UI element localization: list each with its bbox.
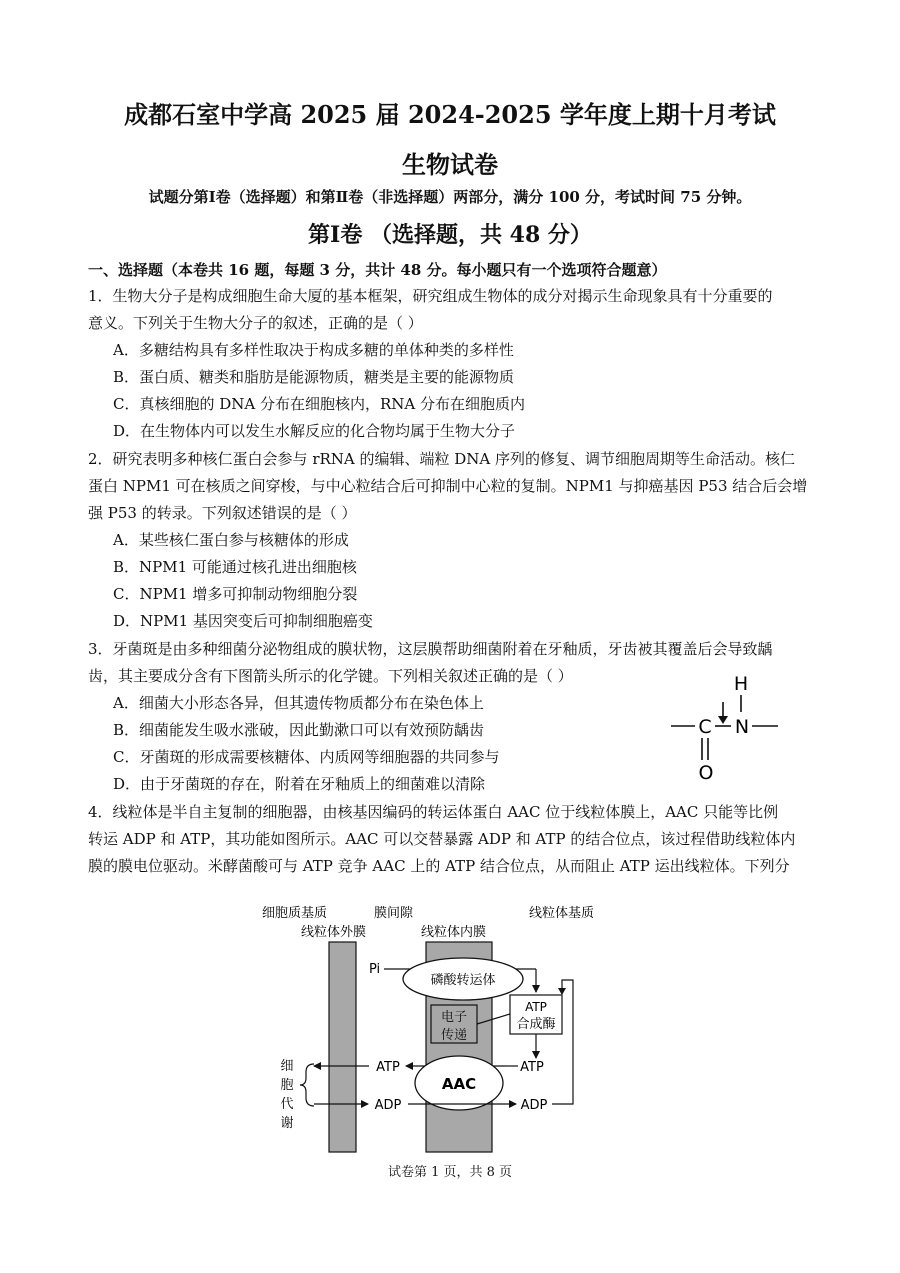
q2-option-a: A．某些核仁蛋白参与核糖体的形成 bbox=[113, 531, 349, 549]
q1-option-c: C．真核细胞的 DNA 分布在细胞核内，RNA 分布在细胞质内 bbox=[113, 395, 526, 413]
label-atp-synthase-1: ATP bbox=[525, 1000, 547, 1014]
label-metabolism-1: 细 bbox=[280, 1059, 294, 1074]
exam-title: 成都石室中学高 2025 届 2024-2025 学年度上期十月考试 bbox=[124, 100, 776, 129]
part-title: 第Ⅰ卷 （选择题，共 48 分） bbox=[308, 222, 592, 248]
subject-title: 生物试卷 bbox=[402, 150, 498, 179]
q2-stem-line2: 蛋白 NPM1 可在核质之间穿梭，与中心粒结合后可抑制中心粒的复制。NPM1 与抑癌基因 P53 结合后会增 bbox=[88, 477, 808, 495]
q4-stem-line1: 4．线粒体是半自主复制的细胞器，由核基因编码的转运体蛋白 AAC 位于线粒体膜上，AAC 只能等比例 bbox=[88, 803, 779, 821]
label-inner-membrane: 线粒体内膜 bbox=[421, 925, 487, 940]
q3-option-d: D．由于牙菌斑的存在，附着在牙釉质上的细菌难以清除 bbox=[113, 775, 486, 793]
peptide-bond-formula bbox=[668, 668, 788, 786]
label-metabolism-3: 代 bbox=[280, 1097, 294, 1112]
brace-icon bbox=[300, 1064, 314, 1106]
label-phosphate-transporter: 磷酸转运体 bbox=[430, 973, 496, 988]
q3-stem-line2: 齿，其主要成分含有下图箭头所示的化学键。下列相关叙述正确的是（ ） bbox=[88, 667, 573, 685]
q1-stem-line2: 意义。下列关于生物大分子的叙述，正确的是（ ） bbox=[88, 314, 423, 332]
formula-n: N bbox=[734, 716, 750, 738]
formula-o: O bbox=[698, 762, 714, 784]
label-adp-right: ADP bbox=[520, 1098, 548, 1113]
formula-c: C bbox=[698, 716, 712, 738]
q1-stem-line1: 1．生物大分子是构成细胞生命大厦的基本框架，研究组成生物体的成分对揭示生命现象具有十分重要的 bbox=[88, 287, 773, 305]
exam-note: 试题分第Ⅰ卷（选择题）和第Ⅱ卷（非选择题）两部分，满分 100 分，考试时间 75 分钟。 bbox=[148, 188, 752, 206]
q4-stem-line2: 转运 ADP 和 ATP，其功能如图所示。AAC 可以交替暴露 ADP 和 ATP 的结合位点，该过程借助线粒体内 bbox=[88, 830, 796, 848]
outer-membrane bbox=[329, 942, 356, 1152]
section-heading: 一、选择题（本卷共 16 题，每题 3 分，共计 48 分。每小题只有一个选项符合题意） bbox=[88, 261, 667, 279]
arrow-head-icon bbox=[718, 716, 728, 724]
q3-stem-line1: 3．牙菌斑是由多种细菌分泌物组成的膜状物，这层膜帮助细菌附着在牙釉质，牙齿被其覆盖后会导致龋 bbox=[88, 640, 773, 658]
q2-stem-line3: 强 P53 的转录。下列叙述错误的是（ ） bbox=[88, 504, 357, 522]
q3-option-c: C．牙菌斑的形成需要核糖体、内质网等细胞器的共同参与 bbox=[113, 748, 500, 766]
aac-transport-diagram bbox=[262, 900, 610, 1155]
label-atp-synthase-2: 合成酶 bbox=[516, 1017, 556, 1032]
label-aac: AAC bbox=[441, 1075, 477, 1093]
label-electron-2: 传递 bbox=[440, 1028, 468, 1043]
label-atp-right: ATP bbox=[520, 1060, 544, 1075]
formula-h: H bbox=[733, 673, 749, 695]
label-intermembrane: 膜间隙 bbox=[374, 906, 414, 921]
label-pi: Pi bbox=[369, 962, 381, 977]
label-outer-membrane: 线粒体外膜 bbox=[301, 925, 367, 940]
label-metabolism-2: 胞 bbox=[280, 1078, 294, 1093]
label-cytoplasm: 细胞质基质 bbox=[262, 906, 328, 921]
q1-option-a: A．多糖结构具有多样性取决于构成多糖的单体种类的多样性 bbox=[113, 341, 514, 359]
q2-stem-line1: 2．研究表明多种核仁蛋白会参与 rRNA 的编辑、端粒 DNA 序列的修复、调节细胞周期等生命活动。核仁 bbox=[88, 450, 796, 468]
page-footer: 试卷第 1 页，共 8 页 bbox=[387, 1165, 513, 1180]
q2-option-d: D．NPM1 基因突变后可抑制细胞癌变 bbox=[113, 612, 373, 630]
label-atp-left: ATP bbox=[376, 1060, 400, 1075]
label-metabolism-4: 谢 bbox=[280, 1116, 294, 1131]
label-electron-1: 电子 bbox=[440, 1010, 468, 1025]
label-adp-left: ADP bbox=[374, 1098, 402, 1113]
q2-option-b: B．NPM1 可能通过核孔进出细胞核 bbox=[113, 558, 357, 576]
label-matrix: 线粒体基质 bbox=[529, 906, 595, 921]
q2-option-c: C．NPM1 增多可抑制动物细胞分裂 bbox=[113, 585, 358, 603]
adp-loop-arrowhead bbox=[558, 988, 566, 995]
q1-option-d: D．在生物体内可以发生水解反应的化合物均属于生物大分子 bbox=[113, 422, 516, 440]
q1-option-b: B．蛋白质、糖类和脂肪是能源物质，糖类是主要的能源物质 bbox=[113, 368, 515, 386]
q4-stem-line3: 膜的膜电位驱动。米酵菌酸可与 ATP 竞争 AAC 上的 ATP 结合位点，从而阻止 ATP 运出线粒体。下列分 bbox=[88, 857, 790, 875]
q3-option-a: A．细菌大小形态各异，但其遗传物质都分布在染色体上 bbox=[113, 694, 484, 712]
q3-option-b: B．细菌能发生吸水涨破，因此勤漱口可以有效预防龋齿 bbox=[113, 721, 485, 739]
